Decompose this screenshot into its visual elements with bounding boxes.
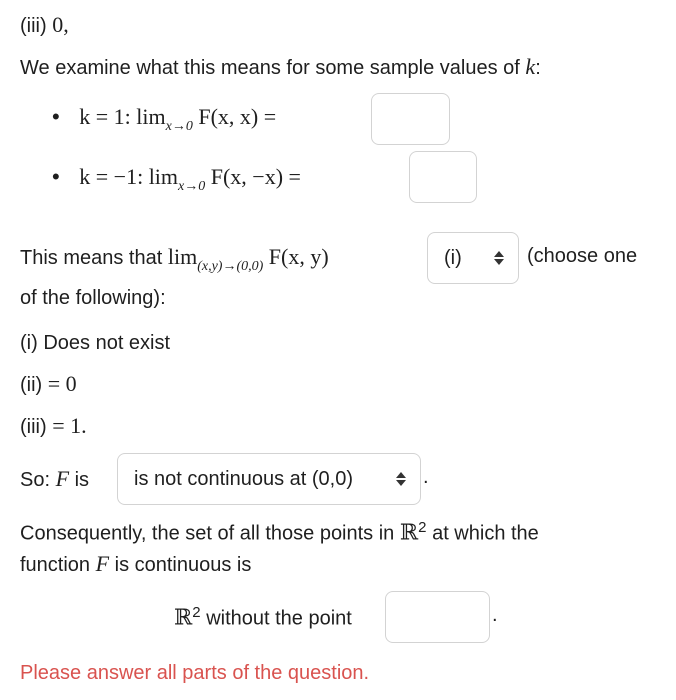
consequently-line1: Consequently, the set of all those points in ℝ$^2$ at which the — [20, 519, 539, 546]
consequently-line2: function F is continuous is — [20, 551, 252, 576]
sample-k1-expr: k = 1: $\lim_{x\to 0} F(x$, x) = — [79, 104, 277, 134]
option-i: (i) Does not exist — [20, 332, 171, 354]
bullet-icon: • — [52, 164, 60, 189]
intro-var-k: k — [525, 54, 536, 79]
sample-k-1-line — [52, 164, 301, 194]
limit-choice-value: (i) — [444, 246, 462, 269]
choose-one-text: (choose one — [527, 245, 638, 267]
limit-prefix: This means that — [20, 247, 168, 269]
option-iii-label: (iii) — [20, 15, 47, 37]
option-ii: (ii) = 0 — [20, 371, 77, 396]
continuity-select-value: is not continuous at (0,0) — [134, 467, 354, 490]
intro-sentence: We examine what this means for some sample values of — [20, 57, 526, 79]
answer-input-k-1[interactable] — [409, 151, 477, 203]
answer-input-point[interactable] — [385, 591, 490, 643]
answer-input-k1[interactable] — [371, 93, 450, 145]
intro-colon: : — [535, 57, 541, 79]
updown-chevron-icon — [494, 251, 504, 265]
choose-one-continued: of the following): — [20, 287, 166, 309]
warning-message: Please answer all parts of the question. — [20, 662, 370, 684]
limit-choice-select[interactable] — [427, 232, 519, 284]
continuity-select[interactable] — [117, 453, 421, 505]
limit-question-line — [20, 244, 329, 274]
sample-k1-line — [52, 104, 277, 134]
bullet-icon: • — [52, 104, 60, 129]
intro-text — [20, 54, 541, 80]
option-iii-value: 0, — [52, 12, 69, 37]
final-period: . — [492, 604, 498, 626]
so-line: So: F is — [20, 466, 90, 491]
option-iii: (iii) = 1. — [20, 413, 87, 438]
final-line: ℝ$^2$ without the point — [174, 604, 352, 631]
so-period: . — [423, 466, 429, 488]
sample-k-1-expr: k = −1: $\lim_{x\to 0} F(x$, −x) = — [79, 164, 301, 194]
limit-expr: $\lim_{(x,y)\to(0,0)} F(x$, y) — [167, 244, 329, 274]
updown-chevron-icon — [396, 472, 406, 486]
option-iii-value-line — [20, 12, 69, 38]
